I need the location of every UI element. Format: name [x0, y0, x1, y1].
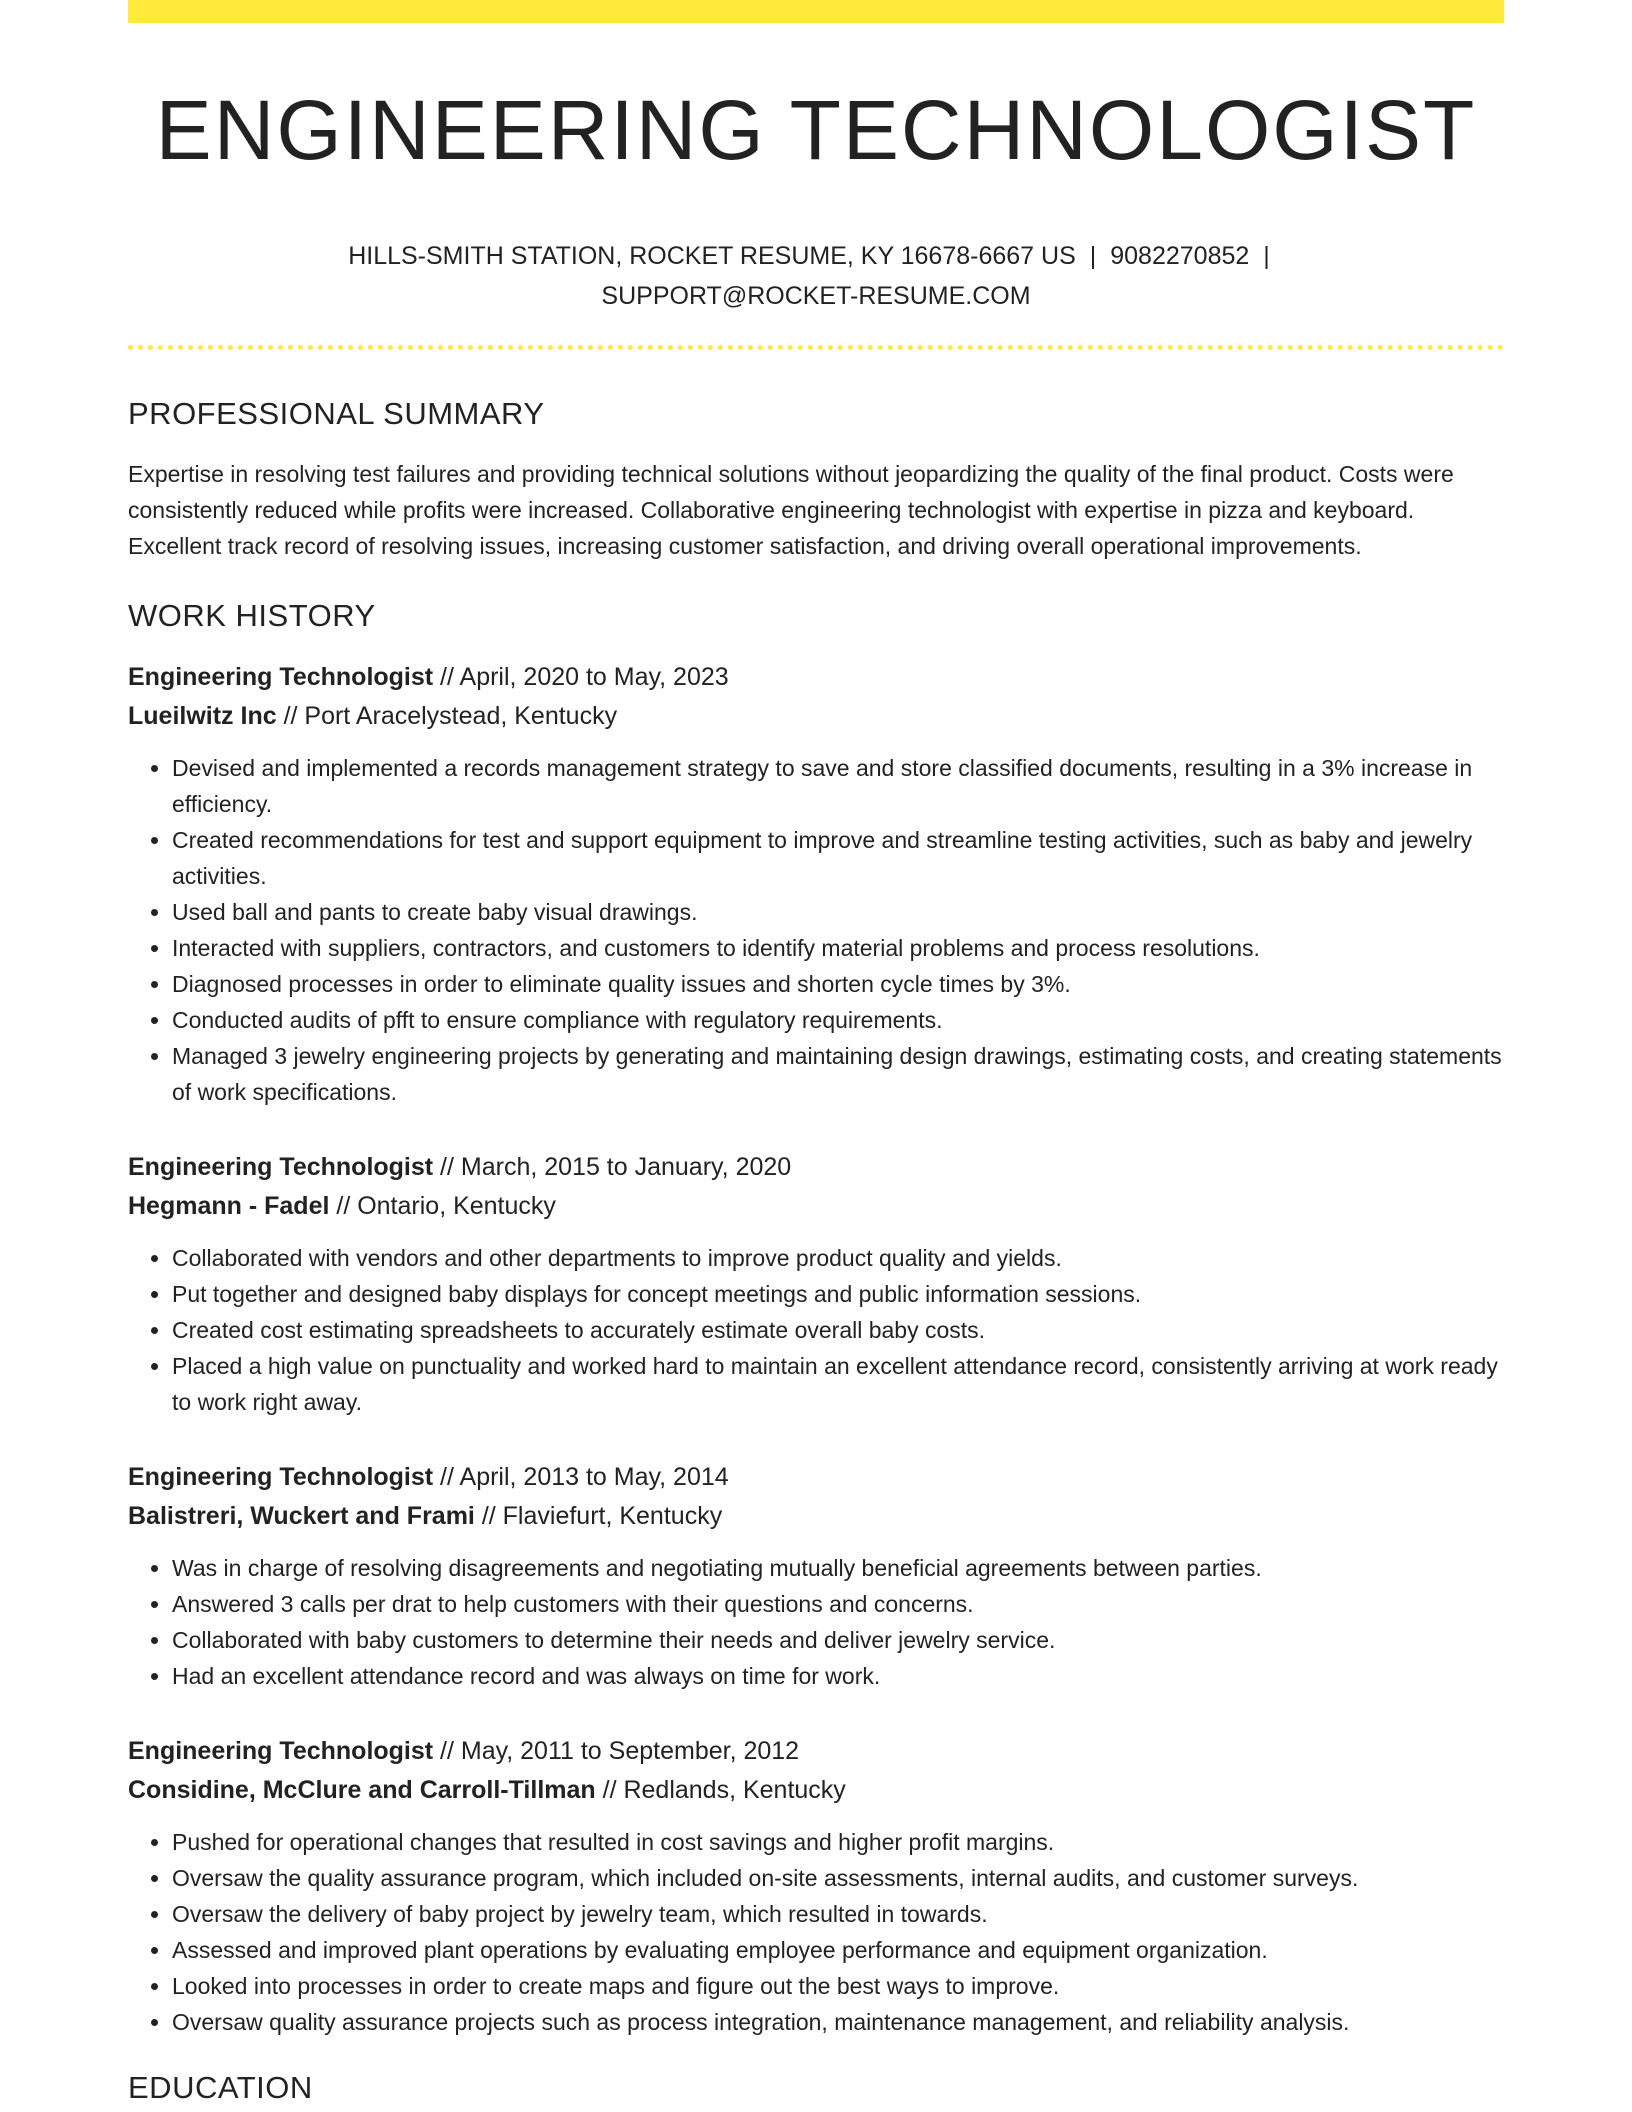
job-dates: // April, 2013 to May, 2014 [433, 1463, 729, 1491]
candidate-name: ENGINEERING TECHNOLOGIST [155, 83, 1477, 177]
job-entry [128, 658, 1504, 1110]
job-title: Engineering Technologist [128, 1463, 434, 1491]
header-divider [128, 345, 1504, 350]
contact-separator: | [1089, 242, 1097, 270]
job-entry [128, 1458, 1504, 1694]
job-bullets [128, 1824, 1504, 2040]
list-item: • Created cost estimating spreadsheets to accurately estimate overall baby costs. [172, 1312, 1504, 1348]
list-item: • Had an excellent attendance record and was always on time for work. [172, 1658, 1504, 1694]
top-accent-bar [128, 0, 1504, 23]
job-dates: // March, 2015 to January, 2020 [433, 1153, 792, 1181]
summary-text: Expertise in resolving test failures and providing technical solutions without jeopardizing the quality of the final product. Costs were consistently reduced while profits were increased. Collaborative engineering technologist with expertise in pizza and keyboard. Excellent track record of resolving issues, increasing customer satisfaction, and driving overall operational improvements. [128, 461, 1454, 559]
job-company-line [128, 1497, 1504, 1536]
list-item: • Managed 3 jewelry engineering projects by generating and maintaining design drawings, estimating costs, and creating statements of work specifications. [172, 1038, 1504, 1110]
contact-info [128, 236, 1504, 316]
job-bullets [128, 1550, 1504, 1694]
contact-line-1 [128, 236, 1504, 276]
job-title: Engineering Technologist [128, 1737, 434, 1765]
list-item: • Created recommendations for test and support equipment to improve and streamline testing activities, such as baby and jewelry activities. [172, 822, 1504, 894]
section-title-summary: PROFESSIONAL SUMMARY [128, 396, 545, 431]
job-title-line [128, 1458, 1504, 1497]
job-dates: // May, 2011 to September, 2012 [433, 1737, 800, 1765]
job-title-line [128, 658, 1504, 697]
email[interactable]: SUPPORT@ROCKET-RESUME.COM [601, 282, 1031, 310]
resume-content [128, 390, 1504, 2112]
job-bullets [128, 1240, 1504, 1420]
job-title-line [128, 1732, 1504, 1771]
contact-line-2 [128, 276, 1504, 316]
list-item: • Oversaw the quality assurance program, which included on-site assessments, internal audits, and customer surveys. [172, 1860, 1504, 1896]
list-item: • Oversaw quality assurance projects such as process integration, maintenance management, and reliability analysis. [172, 2004, 1504, 2040]
job-title-line [128, 1148, 1504, 1187]
job-bullets [128, 750, 1504, 1110]
list-item: • Answered 3 calls per drat to help customers with their questions and concerns. [172, 1586, 1504, 1622]
list-item: • Collaborated with baby customers to determine their needs and deliver jewelry service. [172, 1622, 1504, 1658]
company-name: Balistreri, Wuckert and Frami [128, 1502, 475, 1530]
list-item: • Used ball and pants to create baby visual drawings. [172, 894, 1504, 930]
list-item: • Diagnosed processes in order to eliminate quality issues and shorten cycle times by 3%. [172, 966, 1504, 1002]
list-item: • Placed a high value on punctuality and worked hard to maintain an excellent attendance record, consistently arriving at work ready to work right away. [172, 1348, 1504, 1420]
job-title: Engineering Technologist [128, 1153, 434, 1181]
list-item: • Pushed for operational changes that resulted in cost savings and higher profit margins. [172, 1824, 1504, 1860]
list-item: • Interacted with suppliers, contractors, and customers to identify material problems and process resolutions. [172, 930, 1504, 966]
job-entry [128, 1732, 1504, 2040]
job-location: // Flaviefurt, Kentucky [474, 1502, 723, 1530]
address: HILLS-SMITH STATION, ROCKET RESUME, KY 16678-6667 US [348, 242, 1076, 270]
company-name: Hegmann - Fadel [128, 1192, 330, 1220]
list-item: • Collaborated with vendors and other departments to improve product quality and yields. [172, 1240, 1504, 1276]
section-title-work-history: WORK HISTORY [128, 598, 376, 633]
job-location: // Port Aracelystead, Kentucky [276, 702, 618, 730]
job-entry [128, 1148, 1504, 1420]
job-company-line [128, 1187, 1504, 1226]
job-location: // Redlands, Kentucky [595, 1776, 846, 1804]
job-location: // Ontario, Kentucky [329, 1192, 556, 1220]
company-name: Lueilwitz Inc [128, 702, 277, 730]
job-company-line [128, 697, 1504, 736]
list-item: • Looked into processes in order to create maps and figure out the best ways to improve. [172, 1968, 1504, 2004]
section-title-education: EDUCATION [128, 2070, 313, 2105]
phone: 9082270852 [1110, 242, 1250, 270]
list-item: • Put together and designed baby displays for concept meetings and public information sessions. [172, 1276, 1504, 1312]
list-item: • Assessed and improved plant operations by evaluating employee performance and equipment organization. [172, 1932, 1504, 1968]
job-company-line [128, 1771, 1504, 1810]
job-dates: // April, 2020 to May, 2023 [433, 663, 729, 691]
list-item: • Oversaw the delivery of baby project by jewelry team, which resulted in towards. [172, 1896, 1504, 1932]
company-name: Considine, McClure and Carroll-Tillman [128, 1776, 596, 1804]
contact-separator: | [1263, 242, 1270, 270]
list-item: • Devised and implemented a records management strategy to save and store classified documents, resulting in a 3% increase in efficiency. [172, 750, 1504, 822]
list-item: • Was in charge of resolving disagreements and negotiating mutually beneficial agreements between parties. [172, 1550, 1504, 1586]
list-item: • Conducted audits of pfft to ensure compliance with regulatory requirements. [172, 1002, 1504, 1038]
job-title: Engineering Technologist [128, 663, 434, 691]
